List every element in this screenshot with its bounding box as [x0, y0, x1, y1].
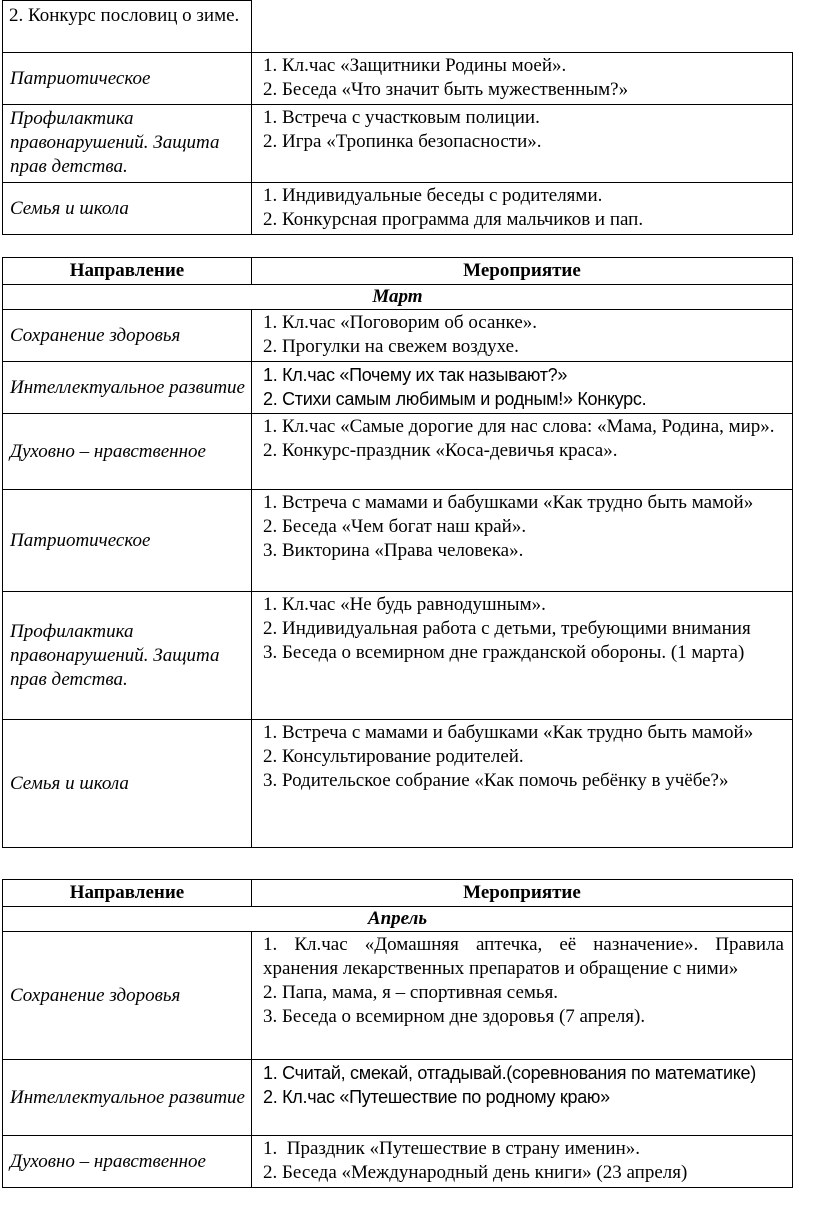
table-row [3, 362, 793, 414]
table-row [3, 1060, 793, 1136]
table-row [3, 1, 793, 53]
event-item: 3. Беседа о всемирном дне здоровья (7 апреля). [263, 1006, 646, 1027]
event-cell [252, 414, 793, 490]
table-row [3, 1136, 793, 1188]
event-item: 1. Кл.час «Почему их так называют?» [263, 365, 568, 385]
table-row [3, 490, 793, 592]
event-item: 2. Стихи самым любимым и родным!» Конкурс. [263, 389, 647, 409]
event-item: 1. Встреча с мамами и бабушками «Как трудно быть мамой» [263, 492, 754, 513]
event-item: 2. Консультирование родителей. [263, 746, 524, 767]
event-item: 2. Игра «Тропинка безопасности». [263, 131, 542, 152]
direction-cell: Патриотическое [3, 53, 252, 105]
direction-cell: 2. Конкурс пословиц о зиме. [3, 1, 252, 53]
event-item: 2. Папа, мама, я – спортивная семья. [263, 982, 559, 1003]
event-item: 2. Беседа «Чем богат наш край». [263, 516, 527, 537]
month-row [3, 907, 793, 932]
table-row [3, 105, 793, 183]
event-item: 1. Кл.час «Не будь равнодушным». [263, 594, 546, 615]
event-item: 1. Кл.час «Поговорим об осанке». [263, 312, 537, 333]
event-cell [252, 310, 793, 362]
event-item: 2. Кл.час «Путешествие по родному краю» [263, 1087, 610, 1107]
event-item: 1. Считай, смекай, отгадывай.(соревнования по математике) [263, 1063, 756, 1083]
event-item: 1. Праздник «Путешествие в страну именин». [263, 1138, 641, 1159]
event-cell [252, 105, 793, 183]
event-item: 3. Викторина «Права человека». [263, 540, 524, 561]
event-cell [252, 720, 793, 848]
month-label: Апрель [3, 907, 793, 932]
table-row [3, 183, 793, 235]
direction-cell: Сохранение здоровья [3, 932, 252, 1060]
event-cell [252, 53, 793, 105]
event-cell [252, 932, 793, 1060]
table-row [3, 932, 793, 1060]
empty-cell [252, 1, 793, 53]
direction-cell: Сохранение здоровья [3, 310, 252, 362]
event-cell [252, 1060, 793, 1136]
event-cell [252, 490, 793, 592]
direction-cell: Профилактика правонарушений. Защита прав детства. [3, 592, 252, 720]
march-activities-table [2, 257, 793, 848]
event-item: 1. Кл.час «Самые дорогие для нас слова: «Мама, Родина, мир». [263, 416, 775, 437]
event-item: 1. Встреча с участковым полиции. [263, 107, 540, 128]
table-row [3, 414, 793, 490]
header-event: Мероприятие [252, 880, 793, 907]
event-item: 1. Кл.час «Защитники Родины моей». [263, 55, 567, 76]
direction-cell: Духовно – нравственное [3, 414, 252, 490]
header-direction: Направление [3, 880, 252, 907]
event-item: 3. Родительское собрание «Как помочь ребёнку в учёбе?» [263, 770, 729, 791]
direction-cell: Интеллектуальное развитие [3, 362, 252, 414]
direction-cell: Семья и школа [3, 720, 252, 848]
event-item: 2. Конкурсная программа для мальчиков и пап. [263, 209, 644, 230]
april-activities-table [2, 879, 793, 1188]
direction-cell: Интеллектуальное развитие [3, 1060, 252, 1136]
event-cell [252, 183, 793, 235]
event-item: 2. Индивидуальная работа с детьми, требующими внимания [263, 618, 751, 639]
event-item: 3. Беседа о всемирном дне гражданской обороны. (1 марта) [263, 642, 745, 663]
direction-cell: Патриотическое [3, 490, 252, 592]
direction-cell: Духовно – нравственное [3, 1136, 252, 1188]
event-item: 1. Кл.час «Домашняя аптечка, её назначение». Правила хранения лекарственных препаратов и обращение с ними» [263, 934, 784, 979]
activities-table-continued [2, 0, 793, 235]
table-row [3, 592, 793, 720]
direction-cell: Семья и школа [3, 183, 252, 235]
month-row [3, 285, 793, 310]
event-cell [252, 1136, 793, 1188]
event-cell [252, 362, 793, 414]
direction-cell: Профилактика правонарушений. Защита прав детства. [3, 105, 252, 183]
month-label: Март [3, 285, 793, 310]
table-header-row [3, 258, 793, 285]
header-direction: Направление [3, 258, 252, 285]
table-header-row [3, 880, 793, 907]
event-item: 1. Индивидуальные беседы с родителями. [263, 185, 603, 206]
table-row [3, 720, 793, 848]
table-row [3, 310, 793, 362]
event-item: 2. Беседа «Международный день книги» (23 апреля) [263, 1162, 688, 1183]
event-item: 1. Встреча с мамами и бабушками «Как трудно быть мамой» [263, 722, 754, 743]
event-cell [252, 592, 793, 720]
event-item: 2. Конкурс-праздник «Коса-девичья краса». [263, 440, 618, 461]
table-row [3, 53, 793, 105]
header-event: Мероприятие [252, 258, 793, 285]
event-item: 2. Беседа «Что значит быть мужественным?» [263, 79, 629, 100]
event-item: 2. Прогулки на свежем воздухе. [263, 336, 519, 357]
